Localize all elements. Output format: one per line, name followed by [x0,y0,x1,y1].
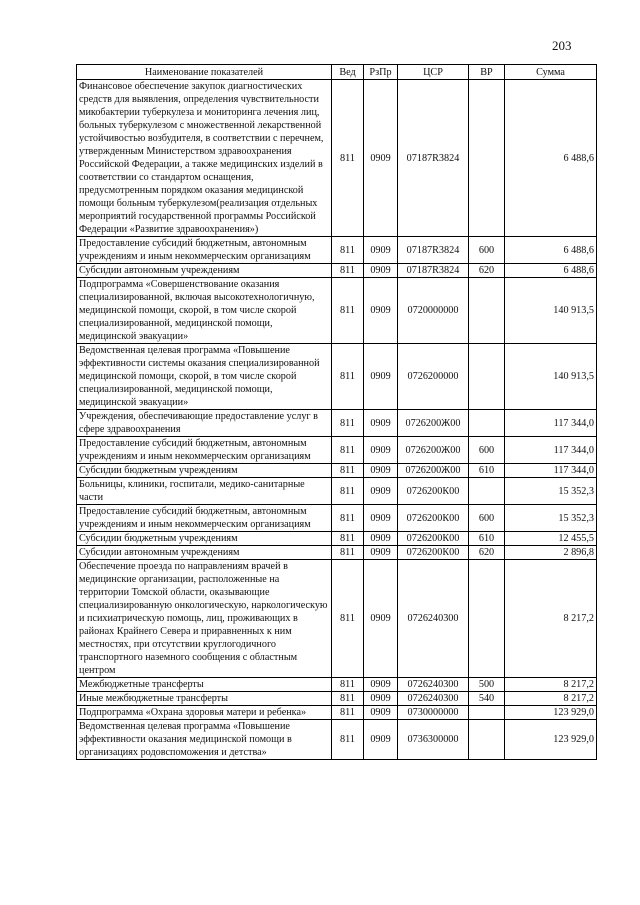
header-name: Наименование показателей [77,65,332,80]
row-ved: 811 [332,692,364,706]
table-row [77,464,597,478]
row-vr [469,80,505,237]
row-csr: 0726200000 [398,344,469,410]
table-row [77,478,597,505]
row-sum: 6 488,6 [505,264,597,278]
row-csr: 0726200К00 [398,546,469,560]
table-row [77,437,597,464]
row-csr: 0736300000 [398,720,469,760]
budget-table [76,64,597,760]
row-sum: 15 352,3 [505,505,597,532]
row-csr: 0726200К00 [398,478,469,505]
row-ved: 811 [332,344,364,410]
table-row [77,706,597,720]
row-ved: 811 [332,505,364,532]
row-rzpr: 0909 [364,464,398,478]
header-csr: ЦСР [398,65,469,80]
table-row [77,720,597,760]
row-vr: 610 [469,532,505,546]
row-sum: 6 488,6 [505,80,597,237]
row-ved: 811 [332,410,364,437]
row-ved: 811 [332,678,364,692]
row-ved: 811 [332,278,364,344]
row-name: Больницы, клиники, госпитали, медико-санитарные части [77,478,332,505]
row-name: Учреждения, обеспечивающие предоставление услуг в сфере здравоохранения [77,410,332,437]
row-csr: 0726200Ж00 [398,437,469,464]
row-vr: 600 [469,437,505,464]
header-sum: Сумма [505,65,597,80]
row-rzpr: 0909 [364,706,398,720]
row-rzpr: 0909 [364,264,398,278]
row-vr [469,560,505,678]
row-csr: 07187R3824 [398,80,469,237]
row-sum: 117 344,0 [505,464,597,478]
row-ved: 811 [332,464,364,478]
row-name: Финансовое обеспечение закупок диагностических средств для выявления, определения чувствительности микобактерии туберкулеза и мониторинга лечения лиц, больных туберкулезом с множественной лекарственной устойчивостью возбудителя, в соответствии с перечнем, утвержденным Министерством здравоохранения Российской Федерации, а также медицинских изделий в соответствии со стандартом оснащения, предусмотренным порядком оказания медицинской помощи больным туберкулезом(реализация отдельных мероприятий государственной программы Российской Федерации «Развитие здравоохранения») [77,80,332,237]
row-sum: 2 896,8 [505,546,597,560]
row-rzpr: 0909 [364,546,398,560]
row-vr: 540 [469,692,505,706]
table-row [77,278,597,344]
table-row [77,80,597,237]
row-vr [469,410,505,437]
table-row [77,532,597,546]
row-name: Предоставление субсидий бюджетным, автономным учреждениям и иным некоммерческим организациям [77,437,332,464]
row-vr: 610 [469,464,505,478]
table-row [77,344,597,410]
row-rzpr: 0909 [364,532,398,546]
row-ved: 811 [332,532,364,546]
row-sum: 117 344,0 [505,437,597,464]
row-sum: 6 488,6 [505,237,597,264]
row-name: Межбюджетные трансферты [77,678,332,692]
row-name: Иные межбюджетные трансферты [77,692,332,706]
row-sum: 140 913,5 [505,344,597,410]
row-rzpr: 0909 [364,80,398,237]
table-row [77,692,597,706]
table-row [77,264,597,278]
row-csr: 0726200Ж00 [398,464,469,478]
row-ved: 811 [332,720,364,760]
row-sum: 117 344,0 [505,410,597,437]
row-ved: 811 [332,237,364,264]
table-row [77,237,597,264]
row-csr: 0726200К00 [398,532,469,546]
row-ved: 811 [332,264,364,278]
row-vr: 600 [469,505,505,532]
row-ved: 811 [332,80,364,237]
row-rzpr: 0909 [364,560,398,678]
row-ved: 811 [332,437,364,464]
page-number: 203 [552,38,572,53]
table-row [77,560,597,678]
row-name: Подпрограмма «Совершенствование оказания специализированной, включая высокотехнологичную, медицинской помощи, скорой, в том числе скорой специализированной, медицинской помощи, медицинской эвакуации» [77,278,332,344]
row-name: Обеспечение проезда по направлениям врачей в медицинские организации, расположенные на территории Томской области, оказывающие специализированную онкологическую, наркологическую и психиатрическую помощь, лиц, проживающих в районах Крайнего Севера и приравненных к ним местностях, при отсутствии круглогодичного транспортного наземного сообщения с областным центром [77,560,332,678]
row-name: Ведомственная целевая программа «Повышение эффективности системы оказания специализированной медицинской помощи, скорой, в том числе скорой специализированной, медицинской помощи, медицинской эвакуации» [77,344,332,410]
row-rzpr: 0909 [364,478,398,505]
row-vr [469,344,505,410]
row-rzpr: 0909 [364,505,398,532]
row-vr [469,478,505,505]
header-ved: Вед [332,65,364,80]
row-sum: 8 217,2 [505,678,597,692]
row-vr [469,706,505,720]
row-ved: 811 [332,546,364,560]
row-rzpr: 0909 [364,278,398,344]
row-rzpr: 0909 [364,678,398,692]
table-header-row [77,65,597,80]
table-row [77,505,597,532]
row-name: Субсидии автономным учреждениям [77,546,332,560]
row-rzpr: 0909 [364,437,398,464]
header-rzpr: РзПр [364,65,398,80]
row-sum: 8 217,2 [505,560,597,678]
row-rzpr: 0909 [364,410,398,437]
row-name: Предоставление субсидий бюджетным, автономным учреждениям и иным некоммерческим организациям [77,237,332,264]
row-csr: 0730000000 [398,706,469,720]
row-csr: 0726240300 [398,692,469,706]
row-sum: 8 217,2 [505,692,597,706]
row-csr: 0726240300 [398,560,469,678]
row-name: Подпрограмма «Охрана здоровья матери и ребенка» [77,706,332,720]
row-name: Субсидии бюджетным учреждениям [77,464,332,478]
row-vr: 620 [469,264,505,278]
row-vr: 620 [469,546,505,560]
row-name: Субсидии автономным учреждениям [77,264,332,278]
row-vr: 500 [469,678,505,692]
row-csr: 0726240300 [398,678,469,692]
row-sum: 15 352,3 [505,478,597,505]
row-name: Предоставление субсидий бюджетным, автономным учреждениям и иным некоммерческим организациям [77,505,332,532]
row-rzpr: 0909 [364,237,398,264]
header-vr: ВР [469,65,505,80]
row-sum: 123 929,0 [505,706,597,720]
row-sum: 123 929,0 [505,720,597,760]
row-vr [469,278,505,344]
row-sum: 140 913,5 [505,278,597,344]
table-row [77,410,597,437]
row-ved: 811 [332,706,364,720]
table-row [77,678,597,692]
row-ved: 811 [332,560,364,678]
row-csr: 07187R3824 [398,237,469,264]
table-row [77,546,597,560]
row-rzpr: 0909 [364,692,398,706]
row-rzpr: 0909 [364,720,398,760]
row-sum: 12 455,5 [505,532,597,546]
row-rzpr: 0909 [364,344,398,410]
row-ved: 811 [332,478,364,505]
row-csr: 0726200К00 [398,505,469,532]
row-csr: 0726200Ж00 [398,410,469,437]
row-name: Ведомственная целевая программа «Повышение эффективности оказания медицинской помощи в организациях родовспоможения и детства» [77,720,332,760]
row-vr: 600 [469,237,505,264]
row-csr: 07187R3824 [398,264,469,278]
row-csr: 0720000000 [398,278,469,344]
row-vr [469,720,505,760]
row-name: Субсидии бюджетным учреждениям [77,532,332,546]
